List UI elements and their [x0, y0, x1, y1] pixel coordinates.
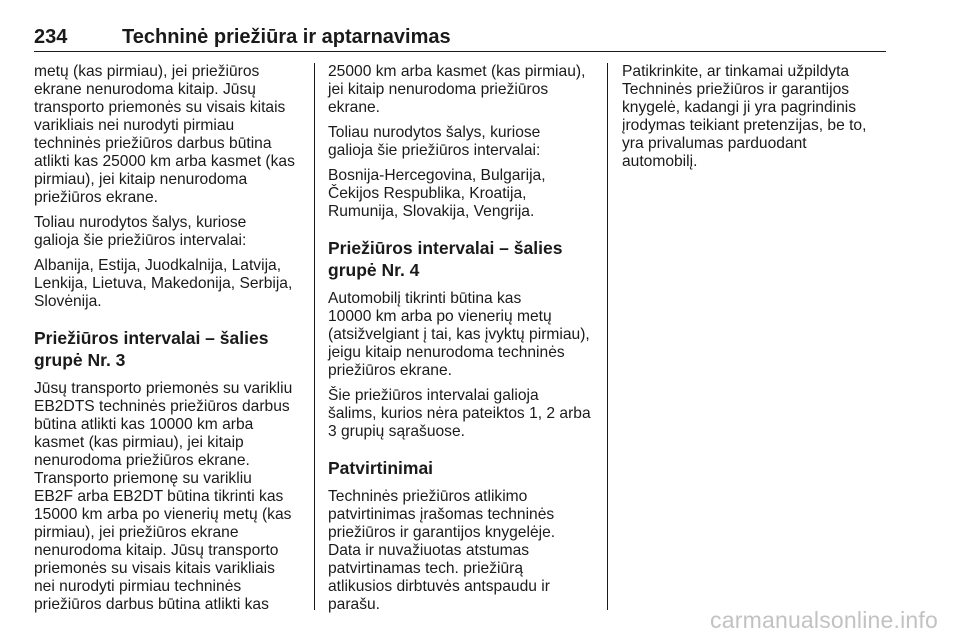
section-heading: [328, 237, 596, 281]
text-column-2: [328, 63, 596, 621]
page-number: 234: [34, 26, 68, 48]
text-line: 10000 km arba po vienerių metų: [328, 308, 552, 325]
country-list: [328, 167, 596, 221]
text-line: galioja šie priežiūros intervalai:: [328, 142, 541, 159]
text-line: kasmet (kas pirmiau), jei kitaip: [34, 434, 244, 451]
text-line: pirmiau), jei kitaip nenurodoma: [34, 171, 248, 188]
watermark-text: carmanualsonline.info: [710, 607, 938, 633]
text-line: grupė Nr. 4: [328, 260, 420, 280]
text-line: galioja šie priežiūros intervalai:: [34, 232, 247, 249]
text-line: Patikrinkite, ar tinkamai užpildyta: [622, 63, 850, 80]
text-line: patvirtinimas įrašomas techninės: [328, 506, 555, 523]
text-line: nenurodoma priežiūros ekrane.: [34, 452, 250, 469]
text-line: ekrane nenurodoma kitaip. Jūsų: [34, 81, 256, 98]
text-column-1: [34, 63, 302, 621]
paragraph: [328, 387, 596, 441]
text-line: priežiūros ekrane.: [34, 189, 158, 206]
text-line: 3 grupių sąrašuose.: [328, 423, 465, 440]
text-line: nei nurodyti pirmiau techninės: [34, 578, 242, 595]
paragraph: [34, 380, 302, 614]
text-line: EB2F arba EB2DT būtina tikrinti kas: [34, 488, 284, 505]
text-line: įrodymas teikiant pretenzijas, be to,: [622, 117, 867, 134]
paragraph: [328, 124, 596, 160]
text-line: Šie priežiūros intervalai galioja: [328, 387, 539, 404]
text-line: Techninės priežiūros ir garantijos: [622, 81, 850, 98]
text-line: Bosnija-Hercegovina, Bulgarija,: [328, 167, 546, 184]
text-line: Jūsų transporto priemonės su varikliu: [34, 380, 293, 397]
paragraph: [328, 488, 596, 614]
text-line: jeigu kitaip nenurodoma techninės: [328, 344, 565, 361]
text-line: atlikusios dirbtuvės antspaudu ir: [328, 578, 550, 595]
paragraph: [328, 63, 596, 117]
text-line: jei kitaip nenurodoma priežiūros: [328, 81, 549, 98]
text-column-3: [622, 63, 890, 178]
text-line: automobilį.: [622, 153, 698, 170]
text-line: techninės priežiūros darbus būtina: [34, 135, 272, 152]
text-line: priemonės su visais kitais varikliais: [34, 560, 275, 577]
section-heading: [34, 327, 302, 371]
text-line: grupė Nr. 3: [34, 350, 126, 370]
text-line: pirmiau), jei priežiūros ekrane: [34, 524, 239, 541]
text-line: Transporto priemonę su varikliu: [34, 470, 252, 487]
text-line: Patvirtinimai: [328, 458, 434, 478]
text-line: Data ir nuvažiuotas atstumas: [328, 542, 530, 559]
text-line: Automobilį tikrinti būtina kas: [328, 290, 522, 307]
text-line: transporto priemonės su visais kitais: [34, 99, 286, 116]
paragraph: [328, 290, 596, 380]
text-line: (atsižvelgiant į tai, kas įvyktų pirmiau),: [328, 326, 590, 343]
section-heading: [328, 457, 596, 479]
paragraph: [622, 63, 890, 171]
column-divider: [314, 63, 315, 610]
text-line: Čekijos Respublika, Kroatija,: [328, 185, 527, 202]
text-line: 25000 km arba kasmet (kas pirmiau),: [328, 63, 586, 80]
text-line: atlikti kas 25000 km arba kasmet (kas: [34, 153, 295, 170]
text-line: Priežiūros intervalai – šalies: [328, 238, 563, 258]
page-header: [34, 27, 886, 52]
text-line: Techninės priežiūros atlikimo: [328, 488, 528, 505]
text-line: priežiūros ekrane.: [328, 362, 452, 379]
text-line: Rumunija, Slovakija, Vengrija.: [328, 203, 535, 220]
text-line: Toliau nurodytos šalys, kuriose: [328, 124, 541, 141]
text-line: Albanija, Estija, Juodkalnija, Latvija,: [34, 257, 282, 274]
text-line: priežiūros darbus būtina atlikti kas: [34, 596, 269, 613]
text-line: Slovėnija.: [34, 293, 102, 310]
text-line: patvirtinamas tech. priežiūrą: [328, 560, 524, 577]
paragraph: [34, 63, 302, 207]
text-line: EB2DTS techninės priežiūros darbus: [34, 398, 290, 415]
text-line: 15000 km arba po vienerių metų (kas: [34, 506, 292, 523]
text-line: varikliais nei nurodyti pirmiau: [34, 117, 235, 134]
text-line: būtina atlikti kas 10000 km arba: [34, 416, 254, 433]
chapter-title: Techninė priežiūra ir aptarnavimas: [122, 26, 451, 48]
text-line: šalims, kurios nėra pateiktos 1, 2 arba: [328, 405, 591, 422]
text-line: nenurodoma kitaip. Jūsų transporto: [34, 542, 279, 559]
paragraph: [34, 214, 302, 250]
country-list: [34, 257, 302, 311]
text-line: Lenkija, Lietuva, Makedonija, Serbija,: [34, 275, 293, 292]
text-line: parašu.: [328, 596, 381, 613]
text-line: Toliau nurodytos šalys, kuriose: [34, 214, 247, 231]
text-line: knygelė, kadangi ji yra pagrindinis: [622, 99, 857, 116]
text-line: ekrane.: [328, 99, 381, 116]
text-line: yra privalumas parduodant: [622, 135, 807, 152]
text-line: priežiūros ir garantijos knygelėje.: [328, 524, 556, 541]
text-line: metų (kas pirmiau), jei priežiūros: [34, 63, 260, 80]
text-line: Priežiūros intervalai – šalies: [34, 328, 269, 348]
column-divider: [607, 63, 608, 610]
